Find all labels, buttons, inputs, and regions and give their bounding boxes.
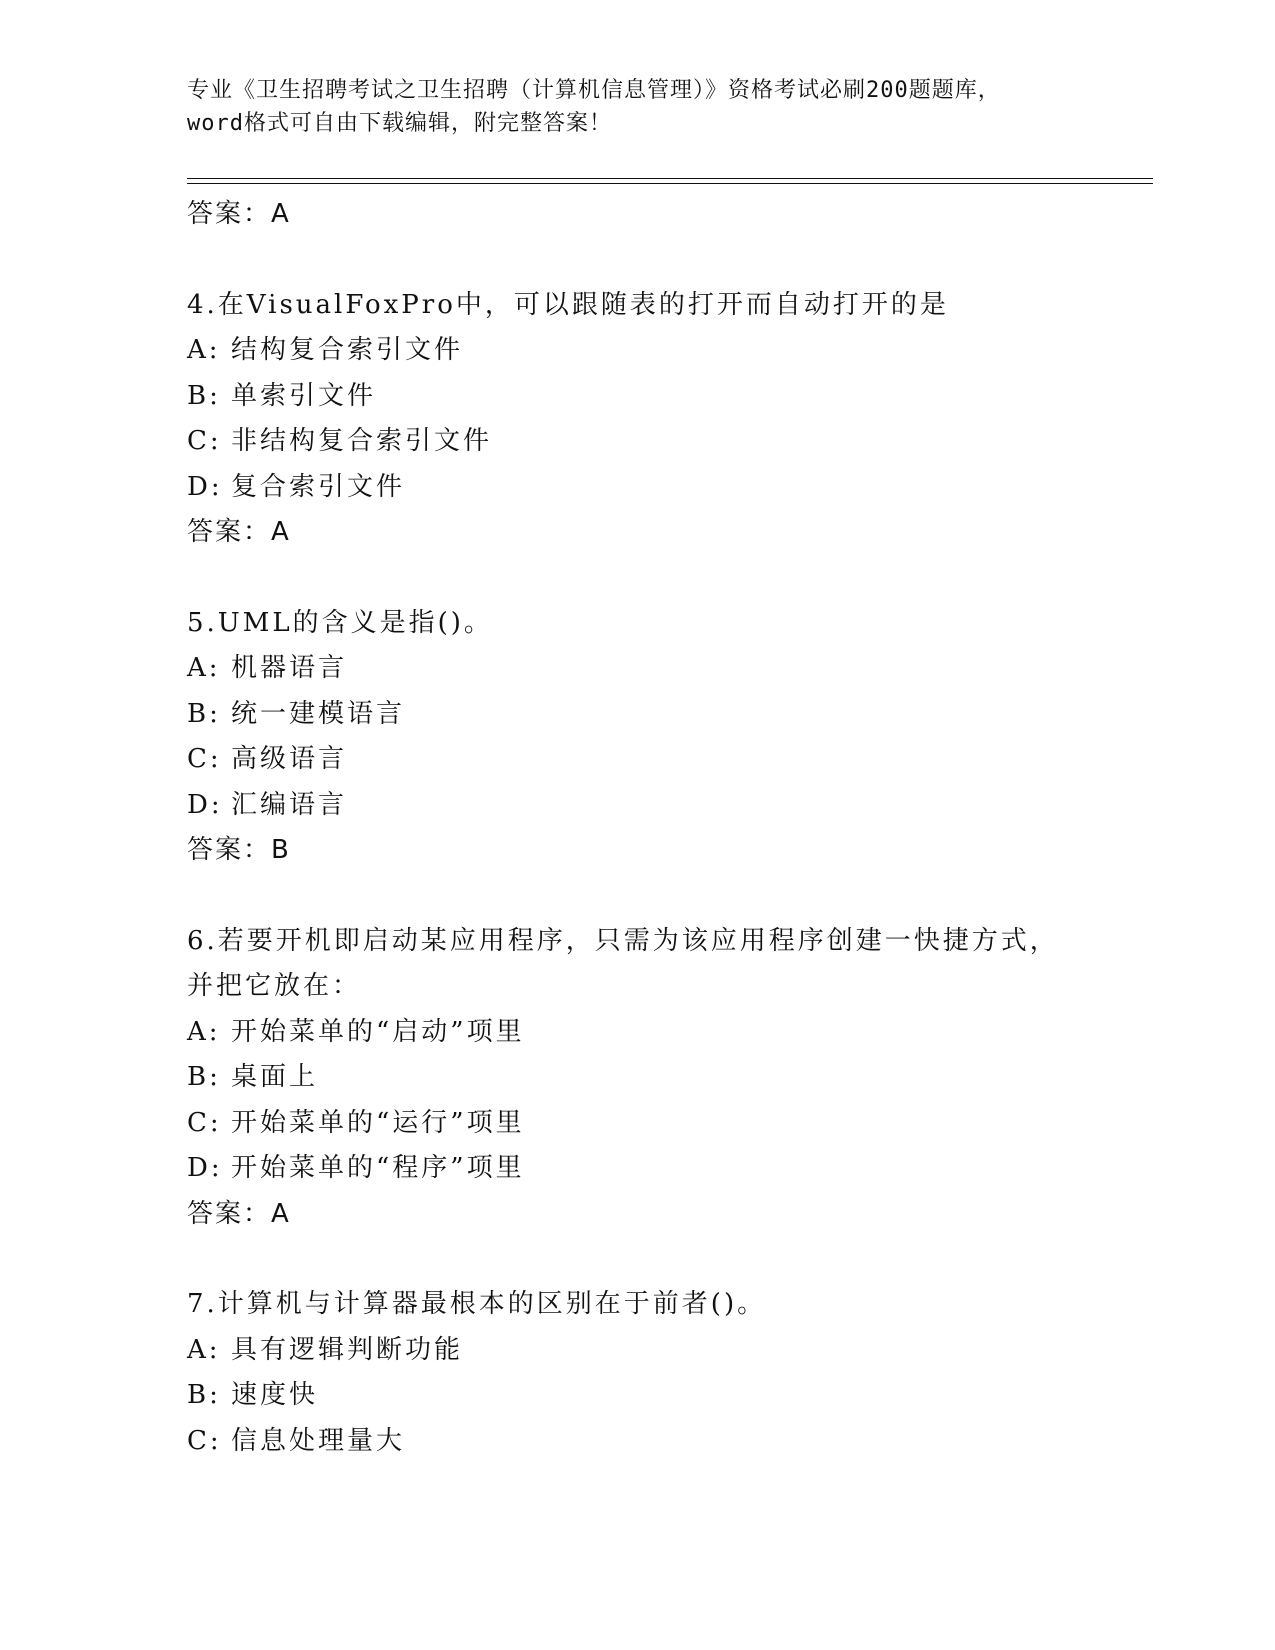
option-label: C: [187,426,222,456]
option-text: 开始菜单的“启动”项里 [231,1016,525,1047]
question-block [187,919,1147,1238]
option-label: B: [187,1062,221,1092]
option-text: 复合索引文件 [231,471,406,502]
option-label: D: [187,1153,223,1183]
answer-option [187,1419,1147,1465]
question-stem: 4.在VisualFoxPro中，可以跟随表的打开而自动打开的是 [187,289,949,320]
header-rule-top [187,178,1153,179]
option-label: B: [187,380,221,411]
answer-option [187,1328,1147,1374]
question-list [187,192,1147,1464]
question-block [187,283,1147,556]
answer-option [187,1373,1147,1419]
answer-option [187,1055,1147,1101]
answer-option [187,465,1147,511]
option-text: 开始菜单的“运行”项里 [231,1107,525,1138]
answer-option [187,419,1147,465]
answer-option [187,1101,1147,1147]
question-stem: 5.UML的含义是指()。 [187,607,493,638]
question-block [187,1282,1147,1464]
option-text: 信息处理量大 [231,1425,406,1456]
question-stem: 并把它放在： [187,971,362,1001]
option-label: B: [187,698,221,729]
answer-option [187,737,1147,783]
option-label: A: [187,1016,221,1047]
answer-line: 答案：A [187,1198,291,1229]
answer-line: 答案：B [187,835,291,865]
document-header [187,74,1087,140]
option-label: D: [187,471,223,502]
option-text: 结构复合索引文件 [231,335,464,365]
answer-option [187,783,1147,829]
question-block [187,601,1147,874]
answer-option [187,646,1147,692]
answer-line: 答案：A [187,517,291,547]
option-text: 桌面上 [231,1062,319,1092]
answer-option [187,374,1147,420]
option-text: 单索引文件 [231,380,377,411]
option-text: 具有逻辑判断功能 [231,1334,464,1365]
option-text: 开始菜单的“程序”项里 [231,1153,525,1183]
option-label: A: [187,653,221,683]
question-stem: 6.若要开机即启动某应用程序，只需为该应用程序创建一快捷方式， [187,925,1059,956]
option-label: B: [187,1380,221,1410]
option-text: 速度快 [231,1380,319,1410]
header-line-1: 专业《卫生招聘考试之卫生招聘（计算机信息管理）》资格考试必刷200题题库， [187,78,1001,103]
option-text: 非结构复合索引文件 [231,426,493,456]
answer-line: 答案：A [187,199,291,229]
question-stem: 7.计算机与计算器最根本的区别在于前者()。 [187,1289,767,1319]
answer-option [187,1010,1147,1056]
option-text: 统一建模语言 [231,698,406,729]
option-label: A: [187,335,221,365]
answer-option [187,692,1147,738]
option-label: D: [187,789,223,820]
option-label: C: [187,1425,222,1456]
option-label: A: [187,1334,221,1365]
answer-option [187,1146,1147,1192]
header-line-2: word格式可自由下载编辑，附完整答案！ [187,111,612,136]
option-label: C: [187,1107,222,1138]
option-text: 高级语言 [231,744,348,774]
answer-option [187,328,1147,374]
option-label: C: [187,744,222,774]
option-text: 机器语言 [231,653,348,683]
option-text: 汇编语言 [231,789,348,820]
header-rule-bottom [187,183,1153,184]
